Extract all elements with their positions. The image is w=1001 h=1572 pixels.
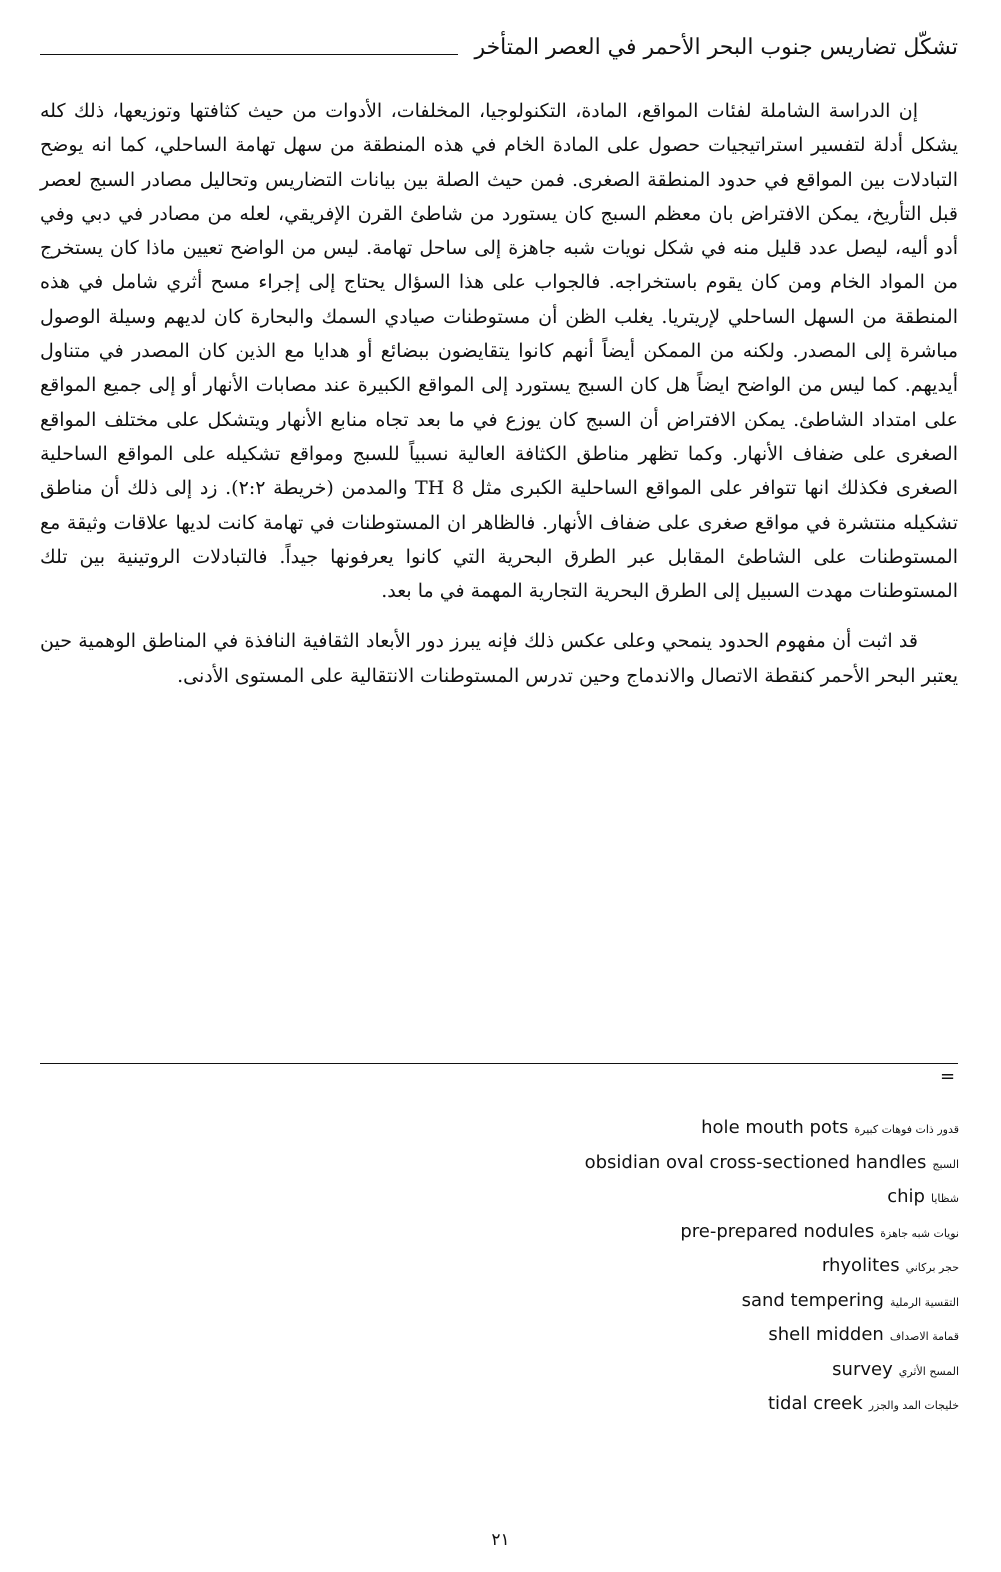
glossary-item (459, 1290, 959, 1325)
glossary-item (459, 1221, 959, 1256)
header-rule (40, 54, 458, 55)
body-text (40, 94, 958, 693)
glossary-term-english: chip (887, 1186, 925, 1207)
glossary-item (459, 1359, 959, 1394)
glossary-term-arabic: خليجات المد والجزر (868, 1399, 959, 1412)
glossary-term-arabic: السبج (932, 1157, 959, 1171)
glossary-item (459, 1186, 959, 1221)
glossary-list (459, 1117, 959, 1428)
body-paragraph: قد اثبت أن مفهوم الحدود ينمحي وعلى عكس ذلك فإنه يبرز دور الأبعاد الثقافية النافذة في المناطق الوهمية حين يعتبر البحر الأحمر كنقطة الاتصال والاندماج وحين تدرس المستوطنات الانتقالية على المستوى الأدنى. (40, 630, 958, 687)
glossary-term-english: tidal creek (767, 1393, 863, 1414)
footnote-divider (40, 1063, 958, 1064)
glossary-term-arabic: قمامة الاصداف (889, 1330, 959, 1343)
glossary-item (459, 1324, 959, 1359)
header-title: تشكّل تضاريس جنوب البحر الأحمر في العصر المتأخر (474, 35, 958, 60)
glossary-item (459, 1152, 959, 1187)
glossary-term-english: survey (832, 1358, 893, 1380)
glossary-item (459, 1393, 959, 1428)
glossary-term-english: shell midden (768, 1324, 884, 1345)
glossary-term-english: rhyolites (821, 1255, 900, 1276)
glossary-term-english: pre-prepared nodules (680, 1220, 875, 1242)
glossary-term-arabic: التقسية الرملية (889, 1295, 959, 1309)
glossary-term-english: sand tempering (741, 1289, 884, 1311)
glossary-item (459, 1117, 959, 1152)
running-header (40, 34, 958, 64)
glossary-term-english: hole mouth pots (701, 1117, 849, 1138)
glossary-term-arabic: نويات شبه جاهزة (880, 1226, 959, 1240)
glossary-term-arabic: قدور ذات فوهات كبيرة (854, 1123, 959, 1136)
glossary-item (459, 1255, 959, 1290)
glossary-term-arabic: المسح الأثري (898, 1364, 959, 1378)
body-paragraph: إن الدراسة الشاملة لفئات المواقع، المادة، التكنولوجيا، المخلفات، الأدوات من حيث كثافتها وتوزيعها، ذلك كله يشكل أدلة لتفسير استراتيجيات حصول على المادة الخام في هذه المنطقة من سهل تهامة الساحلي، كما انه يوضح التبادلات بين المواقع في حدود المنطقة الصغرى. فمن حيث الصلة بين بيانات التضاريس وتحاليل مصادر السبج لعصر قبل التأريخ، يمكن الافتراض بان معظم السبج كان يستورد من شاطئ القرن الإفريقي، لعله من مصادر في دبي وفي أدو أليه، ليصل عدد قليل منه في شكل نويات شبه جاهزة إلى ساحل تهامة. ليس من الواضح تعيين ماذا كان يستخرج من المواد الخام ومن كان يقوم باستخراجه. فالجواب على هذا السؤال يحتاج إلى إجراء مسح أثري شامل في هذه المنطقة من السهل الساحلي لإريتريا. يغلب الظن أن مستوطنات صيادي السمك والبحارة كان لديهم وسيلة الوصول مباشرة إلى المصدر. ولكنه من الممكن أيضاً أنهم كانوا يتقايضون ببضائع أو هدايا مع الذين كان المصدر في متناول أيديهم. كما ليس من الواضح ايضاً هل كان السبج يستورد إلى المواقع الكبيرة عند مصابات الأنهار أو إلى جميع المواقع على امتداد الشاطئ. يمكن الافتراض أن السبج كان يوزع في ما بعد تجاه منابع الأنهار ويتشكل على مختلف المواقع الصغرى على ضفاف الأنهار. وكما تظهر مناطق الكثافة العالية نسبياً للسبج ومواقع تشكيله على المواقع الساحلية الصغرى فكذلك انها تتوافر على المواقع الساحلية الكبرى مثل TH 8 والمدمن (خريطة ٢:٢). زد إلى ذلك أن مناطق تشكيله منتشرة في مواقع صغرى على ضفاف الأنهار. فالظاهر ان المستوطنات في تهامة كانت لديها علاقات وثيقة مع المستوطنات على الشاطئ المقابل عبر الطرق البحرية التي كانوا يعرفونها جيداً. فالتبادلات الروتينية بين تلك المستوطنات مهدت السبيل إلى الطرق البحرية التجارية المهمة في ما بعد. (40, 100, 959, 603)
glossary-term-arabic: شظايا (930, 1192, 959, 1205)
glossary-term-english: obsidian oval cross-sectioned handles (584, 1151, 927, 1173)
page-number: ٢١ (491, 1530, 510, 1550)
glossary-term-arabic: حجر بركاني (905, 1261, 959, 1274)
footnote-marker: = (940, 1066, 956, 1087)
